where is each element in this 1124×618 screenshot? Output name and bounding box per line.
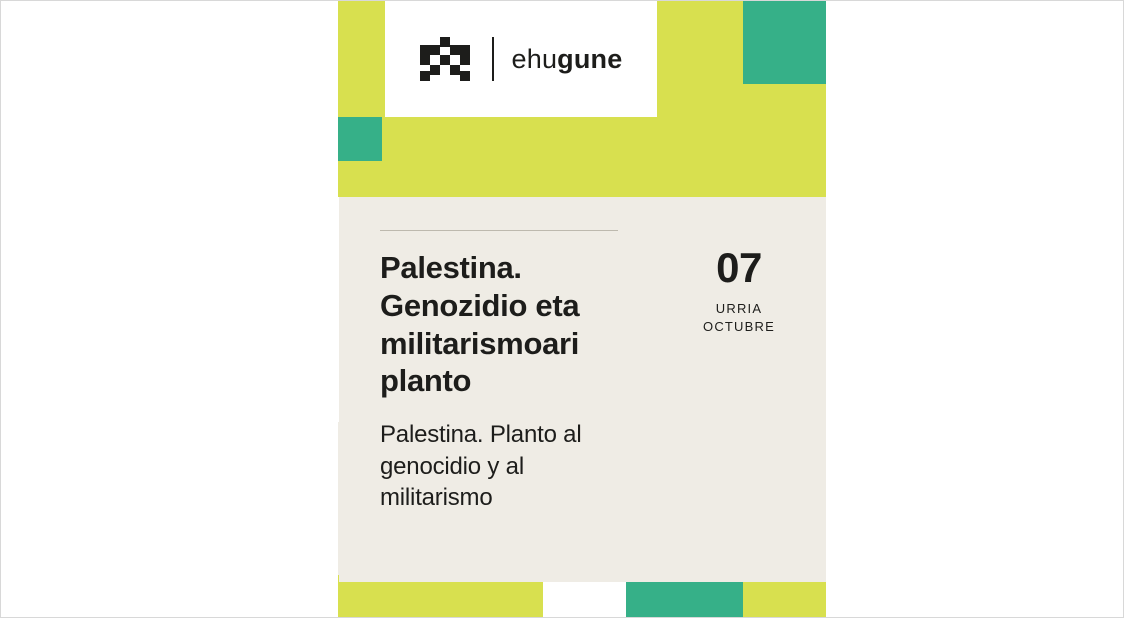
logo-wordmark (512, 44, 623, 75)
content-panel (339, 197, 826, 582)
title-basque: Palestina. Genozidio eta militarismoari planto (380, 250, 580, 399)
ehugune-mark-icon (420, 37, 474, 81)
poster (338, 1, 826, 617)
title-rule (380, 230, 618, 231)
date-day: 07 (716, 244, 762, 291)
shape-teal-top-right (743, 1, 826, 84)
logo-divider (492, 37, 494, 81)
shape-teal-small-left (338, 117, 382, 161)
logo-bar (385, 1, 657, 117)
logo-lockup (420, 37, 623, 81)
date-month-spanish: OCTUBRE (703, 319, 775, 334)
title-spanish: Palestina. Planto al genocidio y al militarismo (380, 421, 582, 512)
shape-lime-under-logo (338, 117, 657, 197)
logo-word-bold: gune (557, 43, 623, 74)
date-month-basque: URRIA (715, 301, 763, 316)
date-block (679, 244, 799, 334)
logo-word-light: ehu (511, 43, 558, 74)
